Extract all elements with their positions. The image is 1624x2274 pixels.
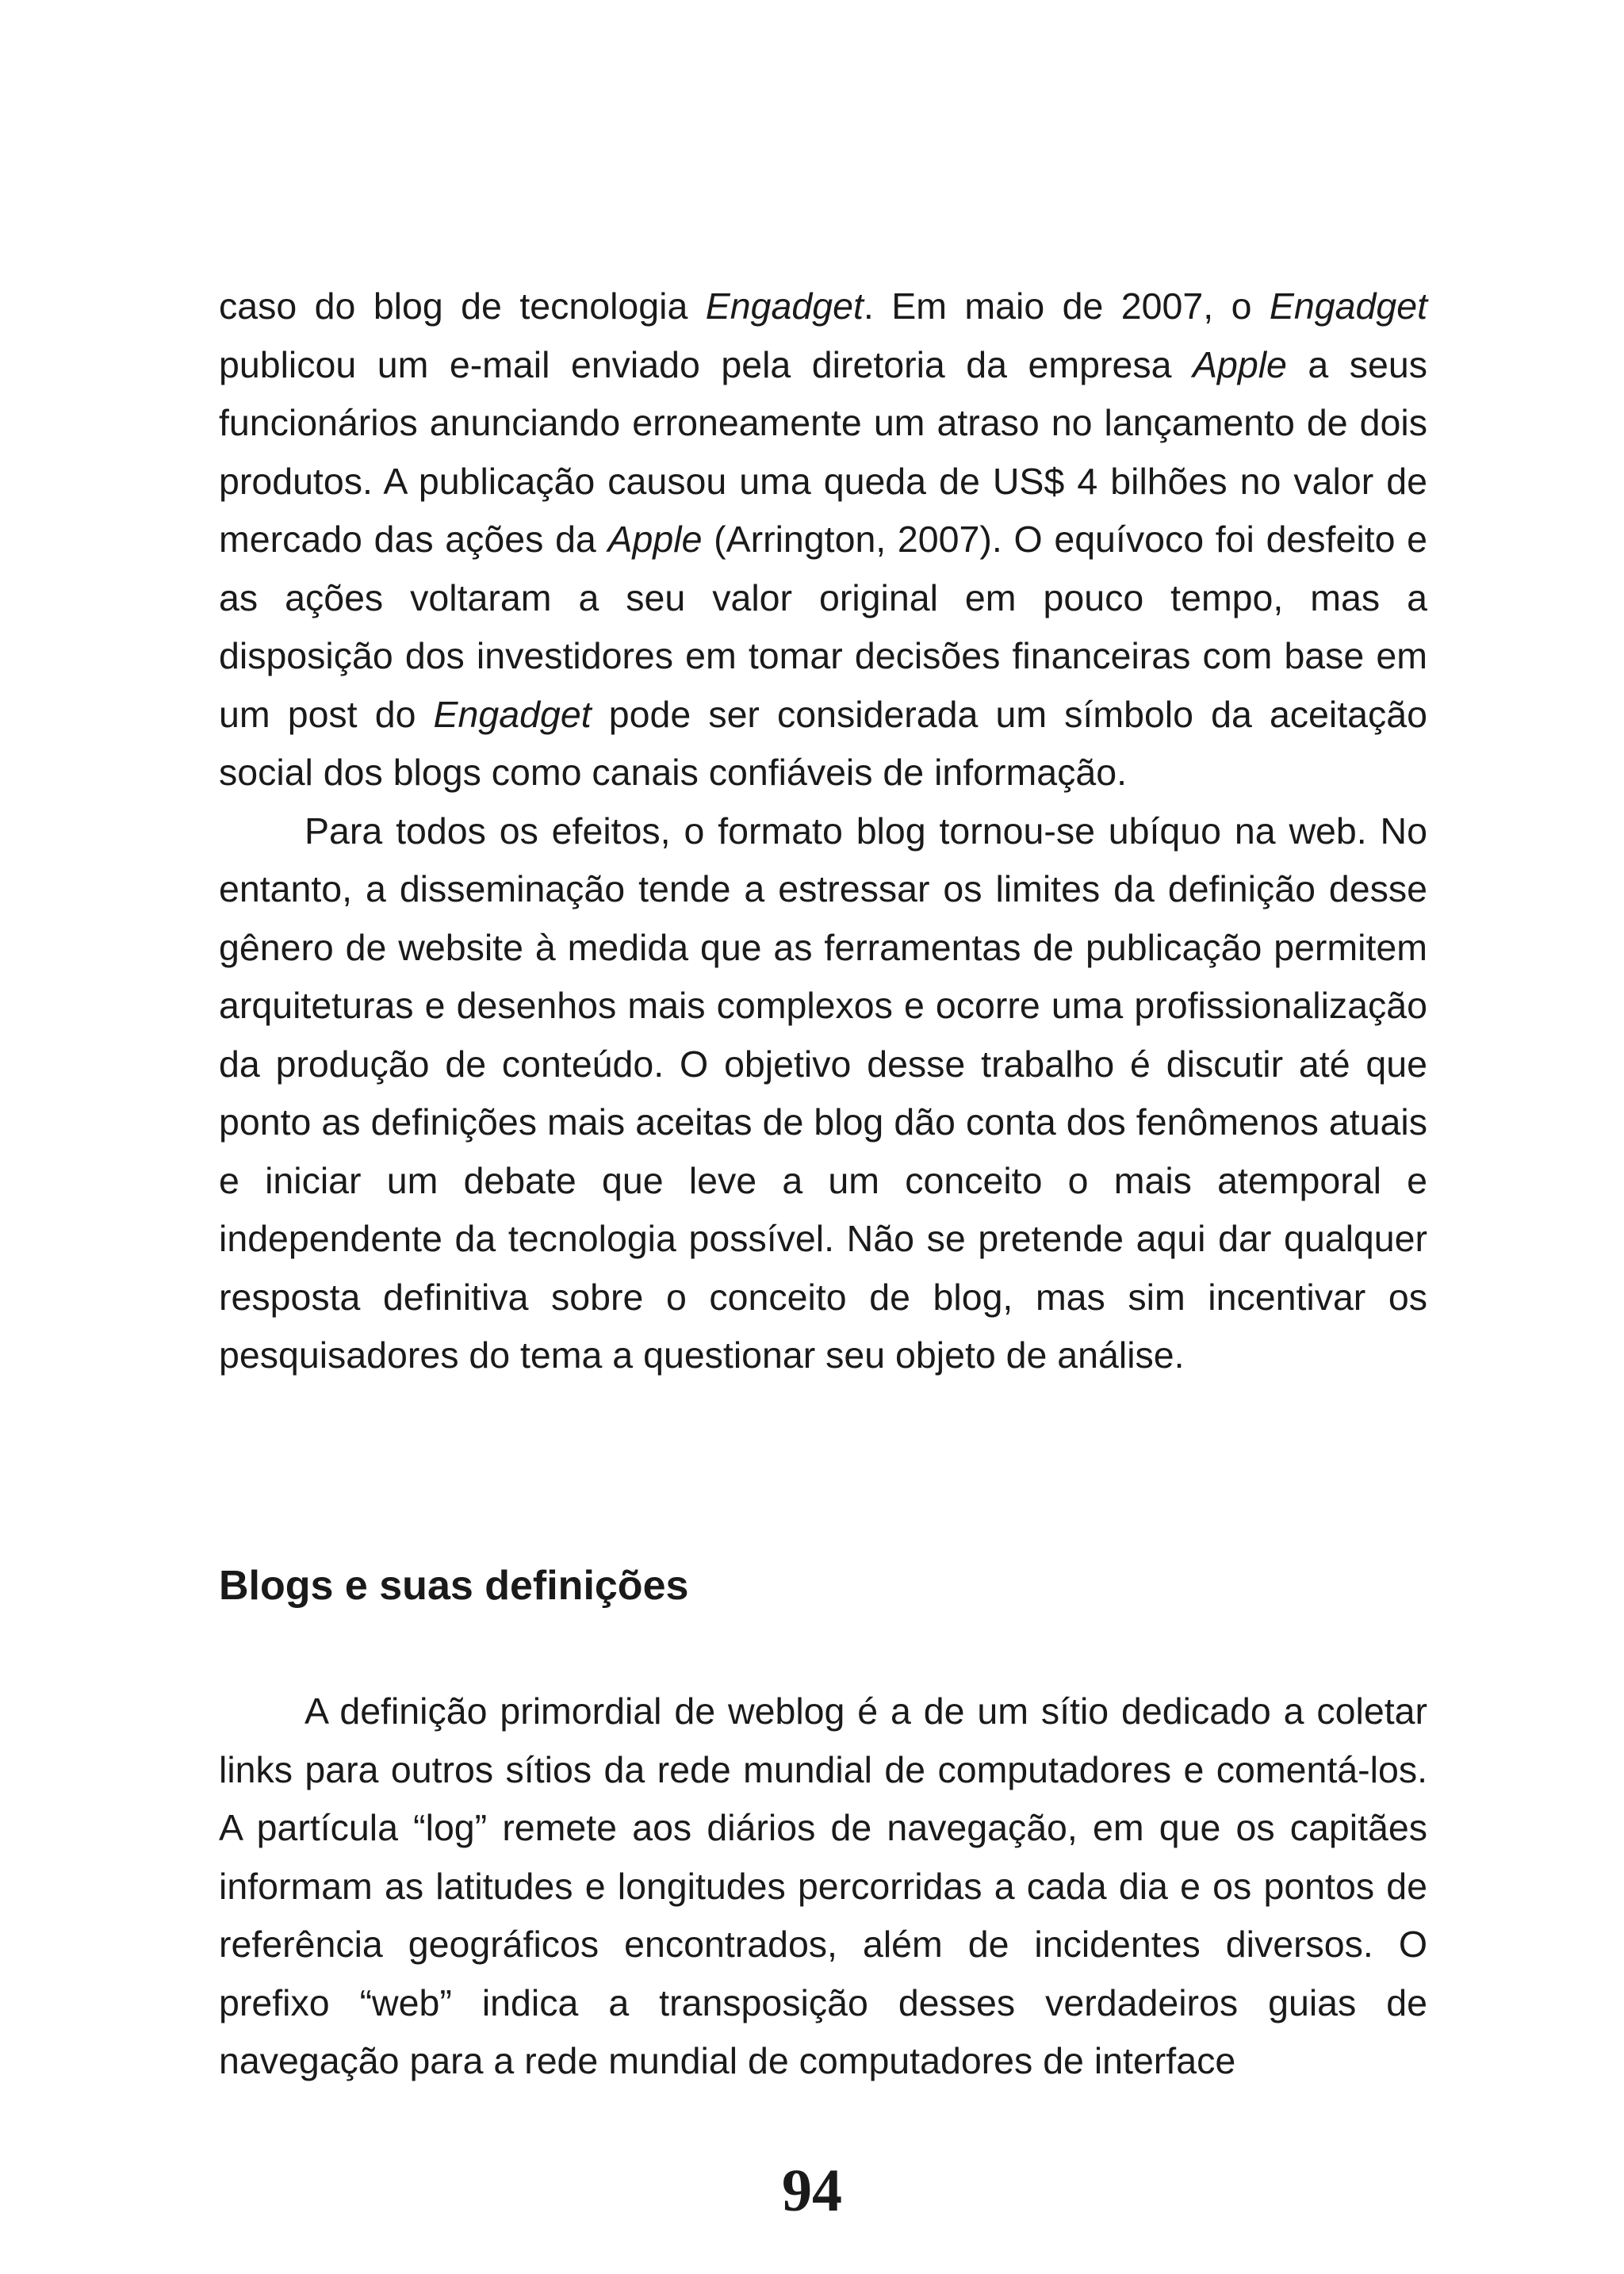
body-text-top [219, 278, 1427, 1385]
italic-text: Engadget [433, 693, 592, 735]
italic-text: Engadget [1269, 285, 1427, 327]
paragraph [219, 802, 1427, 1385]
italic-text: Apple [607, 519, 703, 560]
section-heading: Blogs e suas definições [219, 1563, 689, 1609]
text-run: (Arrington, 2007). O equívoco foi desfeito e as ações voltaram a seu valor original em pouco tempo, mas a disposição dos investidores em tomar decisões financeiras com base em um post do [219, 519, 1427, 735]
text-run: Para todos os efeitos, o formato blog tornou-se ubíquo na web. No entanto, a disseminação tende a estressar os limites da definição desse gênero de website à medida que as ferramentas de publicação permitem arquiteturas e desenhos mais complexos e ocorre uma profissionalização da produção de conteúdo. O objetivo desse trabalho é discutir até que ponto as definições mais aceitas de blog dão conta dos fenômenos atuais e iniciar um debate que leve a um conceito o mais atemporal e independente da tecnologia possível. Não se pretende aqui dar qualquer resposta definitiva sobre o conceito de blog, mas sim incentivar os pesquisadores do tema a questionar seu objeto de análise. [219, 810, 1427, 1376]
body-text-bottom [219, 1683, 1427, 2091]
text-run: . Em maio de 2007, o [863, 285, 1270, 327]
page-number: 94 [782, 2157, 842, 2224]
text-run: caso do blog de tecnologia [219, 285, 706, 327]
text-run: pode ser considerada um símbolo da aceitação social dos blogs como canais confiáveis de informação. [219, 693, 1428, 793]
italic-text: Engadget [705, 285, 864, 327]
italic-text: Apple [1192, 343, 1287, 385]
paragraph [219, 1683, 1427, 2091]
text-run: publicou um e-mail enviado pela diretoria da empresa [219, 343, 1193, 385]
paragraph [219, 278, 1427, 802]
text-run: a seus funcionários anunciando erroneamente um atraso no lançamento de dois produtos. A publicação causou uma queda de US$ 4 bilhões no valor de mercado das ações da [219, 343, 1427, 560]
text-run: A definição primordial de weblog é a de um sítio dedicado a coletar links para outros sítios da rede mundial de computadores e comentá-los. A partícula “log” remete aos diários de navegação, em que os capitães informam as latitudes e longitudes percorridas a cada dia e os pontos de referência geográficos encontrados, além de incidentes diversos. O prefixo “web” indica a transposição desses verdadeiros guias de navegação para a rede mundial de computadores de interface [219, 1690, 1427, 2081]
